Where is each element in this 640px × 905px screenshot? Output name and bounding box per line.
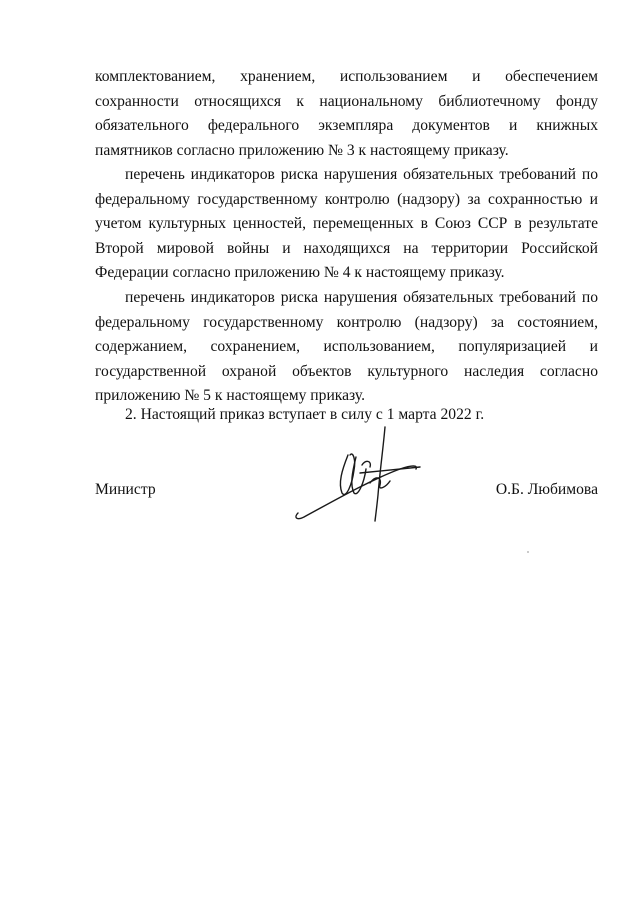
paragraph-continuation: комплектованием, хранением, использованием и обеспечением сохранности относящихся к национальному библиотечному фонду обязательного федерального экземпляра документов и книжных памятников согласно приложению № 3 к настоящему приказу.: [95, 68, 598, 159]
handwritten-signature: [290, 425, 430, 525]
signatory-name: О.Б. Любимова: [495, 481, 598, 498]
signatory-title: Министр: [95, 481, 156, 498]
paragraph-item-appendix-5: перечень индикаторов риска нарушения обязательных требований по федеральному государственному контролю (надзору) за состоянием, содержанием, сохранением, использованием, популяризацией и государственной охраной объектов культурного наследия согласно приложению № 5 к настоящему приказу.: [95, 289, 598, 404]
scan-speck: [527, 551, 529, 553]
paragraph-effective-date: 2. Настоящий приказ вступает в силу с 1 марта 2022 г.: [125, 406, 485, 423]
paragraph-item-appendix-4: перечень индикаторов риска нарушения обязательных требований по федеральному государственному контролю (надзору) за сохранностью и учетом культурных ценностей, перемещенных в Союз ССР в результате Второй мировой войны и находящихся на территории Российской Федерации согласно приложению № 4 к настоящему приказу.: [95, 166, 598, 281]
